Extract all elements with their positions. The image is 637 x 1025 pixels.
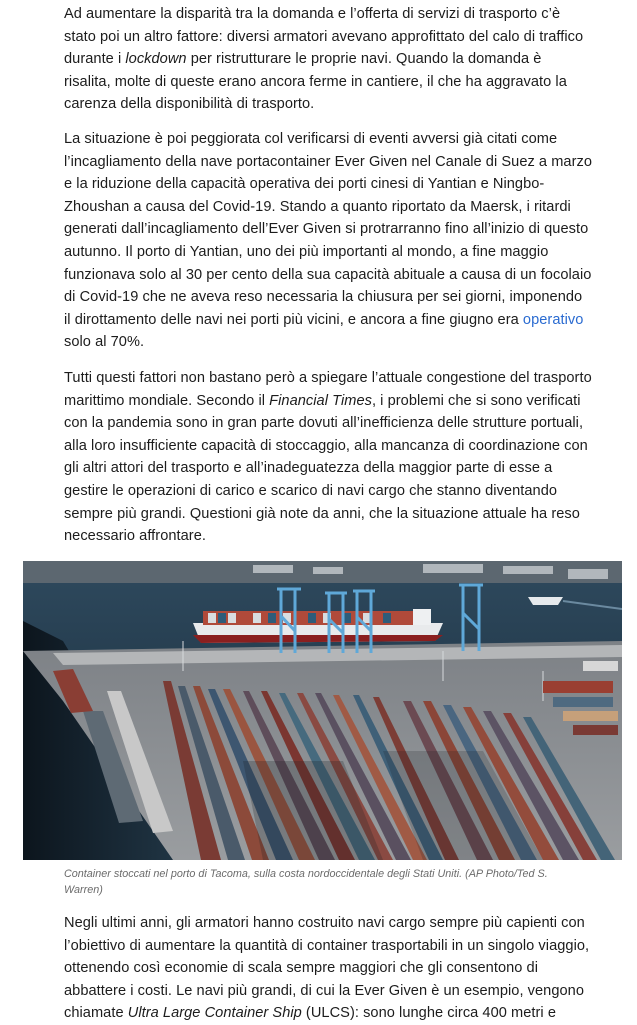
paragraph-1-emphasis: lockdown bbox=[125, 51, 187, 68]
port-of-tacoma-image bbox=[23, 561, 622, 860]
port-photo bbox=[23, 561, 622, 860]
paragraph-4-emphasis: Ultra Large Container Ship bbox=[127, 1005, 302, 1022]
paragraph-3-emphasis: Financial Times bbox=[269, 392, 372, 409]
paragraph-4-text-b: (ULCS): sono lunghe circa 400 metri e bbox=[301, 1005, 556, 1022]
paragraph-1-text-a: Ad aumentare la disparità tra la domanda e l’offerta di servizi di trasporto c’è stato poi un altro fattore: diversi armatori avevano approfittato del calo di traffico durante i bbox=[64, 6, 584, 68]
paragraph-2 bbox=[0, 128, 637, 354]
paragraph-2-text-a: La situazione è poi peggiorata col verificarsi di eventi avversi già citati come l’incagliamento della nave portacontainer Ever Given nel Canale di Suez a marzo e la riduzione della capacità operativa dei porti cinesi di Yantian e Ningbo-Zhoushan a causa del Covid-19. Stando a quanto riportato da Maersk, i ritardi generati dall’incagliamento dell’Ever Given si protrarranno fino all’inizio di questo autunno. Il porto di Yantian, uno dei più importanti al mondo, a fine maggio funzionava solo al 30 per cento della sua capacità abituale a causa di un focolaio di Covid-19 che ne aveva reso necessaria la chiusura per sei giorni, imponendo il dirottamento delle navi nei porti più vicini, e ancora a fine giugno era bbox=[64, 131, 592, 328]
container-ship bbox=[193, 609, 443, 643]
paragraph-3 bbox=[0, 367, 637, 548]
paragraph-3-text-b: , i problemi che si sono verificati con la pandemia sono in gran parte dovuti all’inefficienza delle strutture portuali, alla loro insufficiente capacità di stoccaggio, alla mancanza di coordinazione con gli altri attori del trasporto e all’inadeguatezza della maggior parte di esse a gestire le operazioni di carico e scarico di navi cargo che stanno diventando sempre più grandi. Questioni già note da anni, che la situazione attuale ha reso necessario affrontare. bbox=[64, 392, 588, 545]
paragraph-1-text-b: per ristrutturare le proprie navi. Quando la domanda è risalita, molte di queste erano ancora ferme in cantiere, il che ha aggravato la carenza della disponibilità di trasporto. bbox=[64, 51, 567, 113]
paragraph-1 bbox=[0, 3, 637, 116]
operativo-link[interactable]: operativo bbox=[522, 311, 584, 328]
photo-caption: Container stoccati nel porto di Tacoma, sulla costa nordoccidentale degli Stati Uniti. (AP Photo/Ted S. Warren) bbox=[64, 868, 548, 896]
paragraph-4 bbox=[0, 912, 637, 1025]
paragraph-3-text-a: Tutti questi fattori non bastano però a spiegare l’attuale congestione del trasporto marittimo mondiale. Secondo il bbox=[64, 370, 592, 409]
paragraph-2-text-b: solo al 70%. bbox=[64, 334, 145, 351]
paragraph-4-text-a: Negli ultimi anni, gli armatori hanno costruito navi cargo sempre più capienti con l’obiettivo di aumentare la quantità di container trasportabili in un singolo viaggio, ottenendo così economie di scala sempre maggiori che gli consentono di abbattere i costi. Le navi più grandi, di cui la Ever Given è un esempio, vengono chiamate bbox=[64, 915, 590, 1022]
